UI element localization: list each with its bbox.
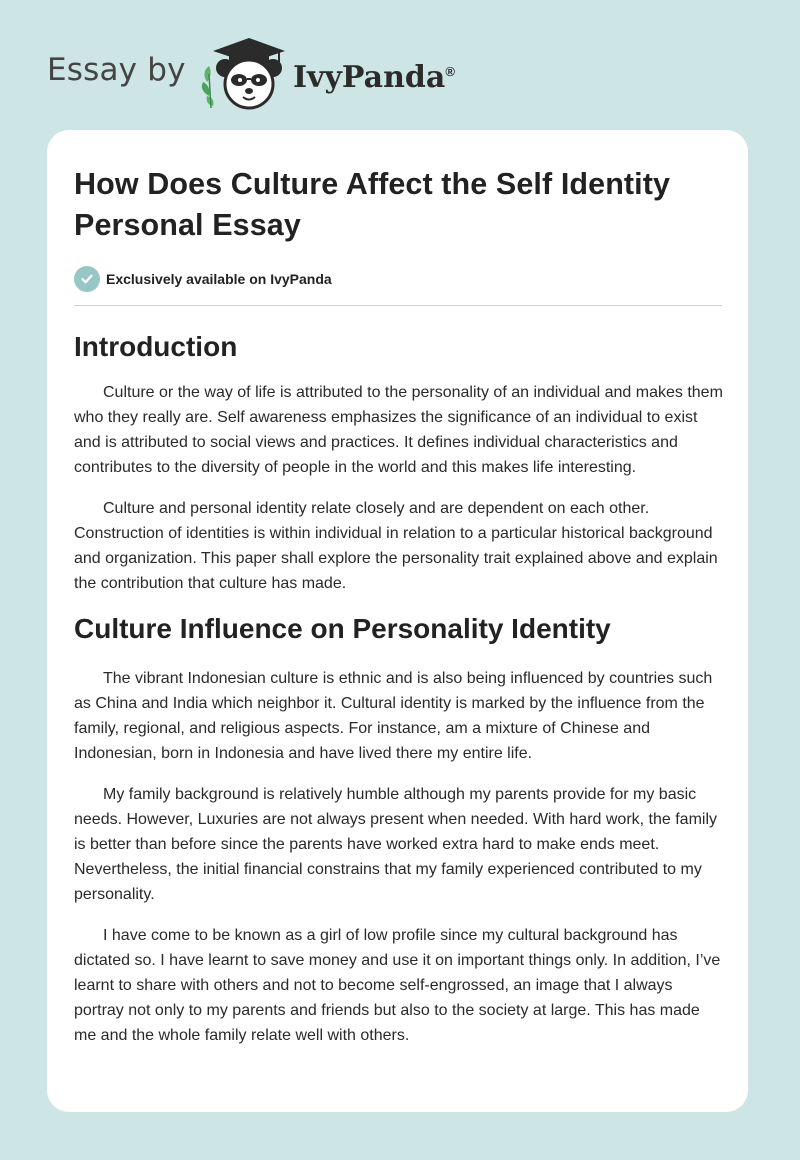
essay-title-line-2: Personal Essay xyxy=(74,208,301,242)
paragraph: Culture or the way of life is attributed to the personality of an individual and makes them who they really are. Self awareness emphasizes the significance of an individual to exist and is attributed to social views and practices. It defines individual characteristics and contributes to the diversity of people in the world and this makes life interesting. xyxy=(74,384,723,476)
essay-title-line-1: How Does Culture Affect the Self Identity xyxy=(74,167,671,201)
site-header xyxy=(47,34,507,114)
brand-name[interactable]: IvyPanda® xyxy=(293,60,455,95)
section-heading-introduction: Introduction xyxy=(74,331,238,362)
exclusive-label: Exclusively available on IvyPanda xyxy=(106,271,332,287)
divider xyxy=(74,305,722,306)
essay-title xyxy=(74,164,721,246)
panda-graduate-logo-icon[interactable] xyxy=(199,34,291,110)
paragraph: Culture and personal identity relate closely and are dependent on each other. Construction of identities is within individual in relation to a particular historical background and organization. This paper shall explore the personality trait explained above and explain the contribution that culture has made. xyxy=(74,500,718,592)
paragraph: I have come to be known as a girl of low profile since my cultural background has dictated so. I have learnt to save money and use it on important things only. In addition, I’ve learnt to share with others and not to become self-engrossed, an image that I always portray not only to my parents and friends but also to the society at large. This has made me and the whole family relate well with others. xyxy=(74,927,721,1044)
registered-mark: ® xyxy=(445,64,455,79)
paragraph: My family background is relatively humble although my parents provide for my basic needs. However, Luxuries are not always present when needed. With hard work, the family is better than before since the parents have worked extra hard to make ends meet. Nevertheless, the initial financial constrains that my family experienced contributed to my personality. xyxy=(74,786,717,903)
essay-card xyxy=(47,130,748,1112)
exclusive-badge xyxy=(74,266,721,292)
section-heading-culture-influence: Culture Influence on Personality Identity xyxy=(74,613,611,644)
essay-by-label: Essay by xyxy=(47,52,186,88)
check-icon xyxy=(74,266,100,292)
paragraph: The vibrant Indonesian culture is ethnic and is also being influenced by countries such as China and India which neighbor it. Cultural identity is marked by the influence from the family, regional, and religious aspects. For instance, am a mixture of Chinese and Indonesian, born in Indonesia and have lived there my entire life. xyxy=(74,670,713,762)
